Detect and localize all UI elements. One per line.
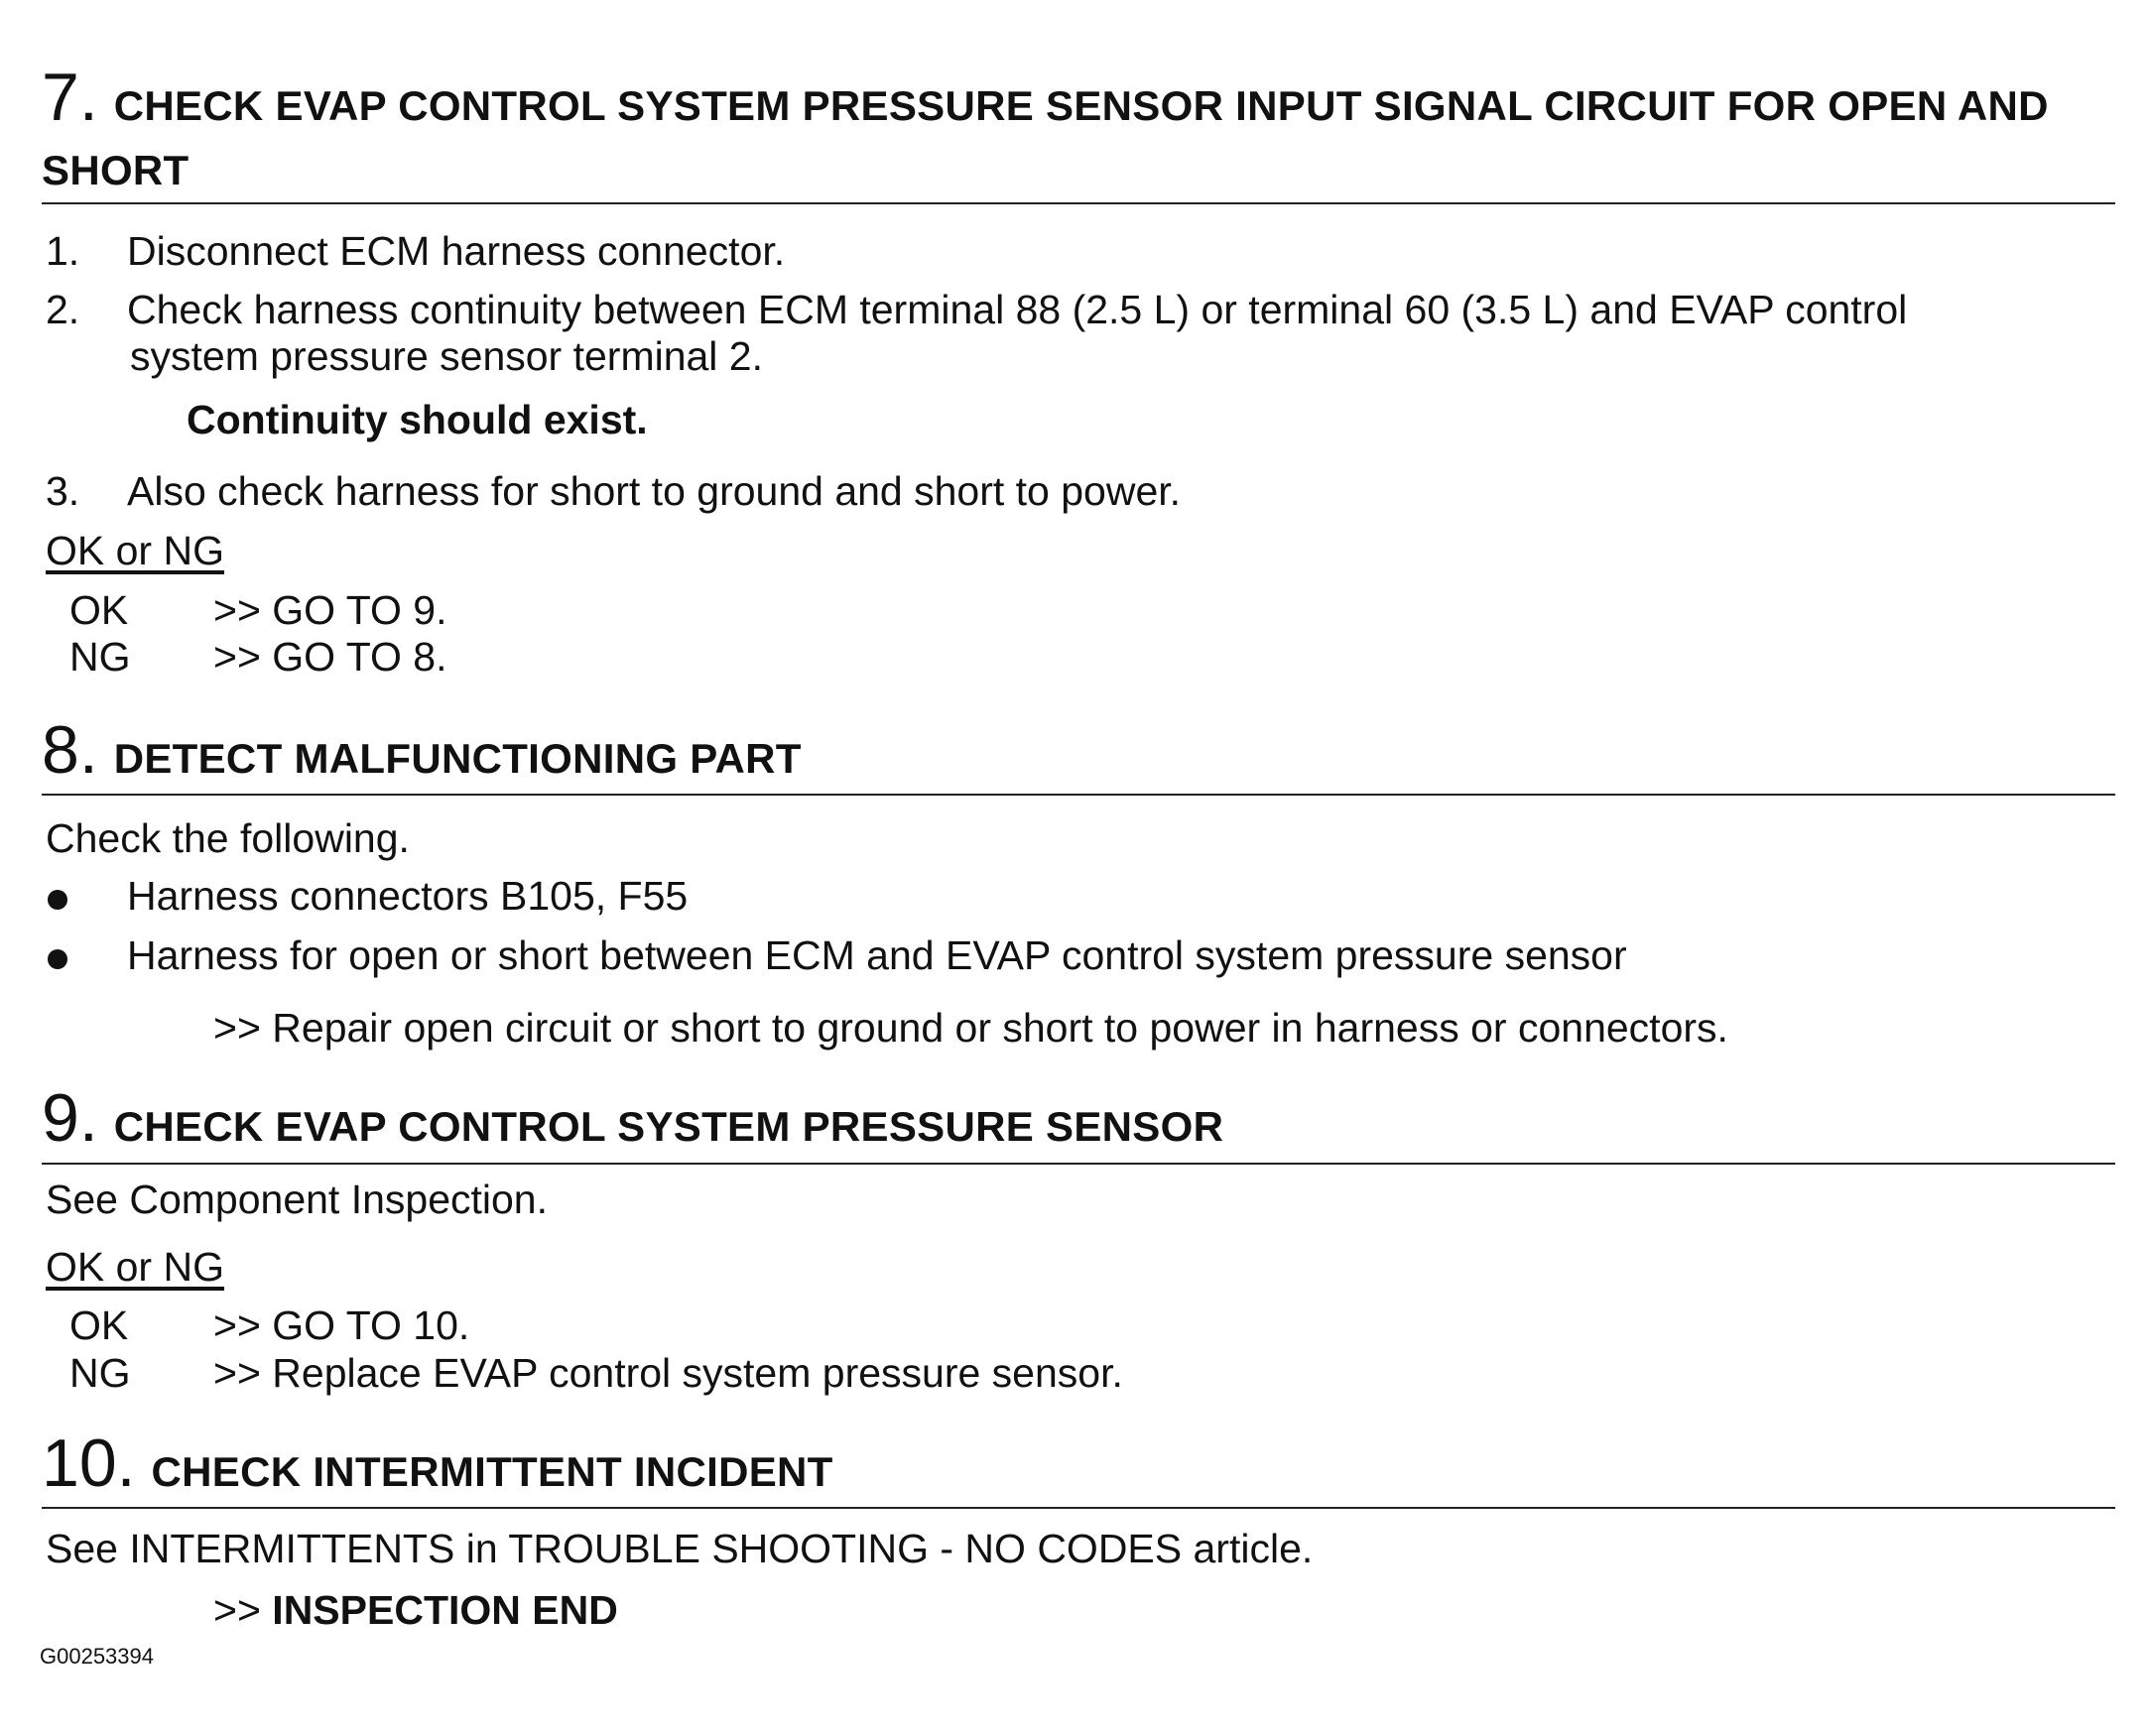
step7-item3-text: Also check harness for short to ground and short to power. (127, 468, 1182, 514)
figure-id: G00253394 (40, 1644, 154, 1669)
step7-item1-number: 1. (46, 228, 80, 274)
step10-end-label: INSPECTION END (272, 1587, 618, 1633)
step8-heading (42, 712, 802, 788)
step7-result-ok-code: OK (69, 587, 129, 633)
step10-end-prefix: >> (213, 1587, 261, 1633)
step8-rule (42, 794, 2115, 796)
step9-result-ok-code: OK (69, 1302, 129, 1348)
step7-heading (42, 60, 2049, 135)
step7-item2-text-line1: Check harness continuity between ECM terminal 88 (2.5 L) or terminal 60 (3.5 L) and EVAP control (127, 287, 1908, 332)
bullet-icon (48, 890, 67, 910)
step7-result-ng-action: >> GO TO 8. (213, 634, 447, 680)
step7-rule (42, 202, 2115, 204)
bullet-icon (48, 949, 67, 969)
step7-item1-text: Disconnect ECM harness connector. (127, 228, 786, 274)
step10-intro: See INTERMITTENTS in TROUBLE SHOOTING - NO CODES article. (46, 1526, 1314, 1571)
step10-rule (42, 1507, 2115, 1509)
step9-ok-ng-label: OK or NG (46, 1244, 224, 1290)
step10-title: CHECK INTERMITTENT INCIDENT (151, 1448, 833, 1495)
step9-heading (42, 1080, 1224, 1156)
step9-intro: See Component Inspection. (46, 1177, 548, 1222)
step8-bullet2: Harness for open or short between ECM and EVAP control system pressure sensor (127, 932, 1627, 978)
step7-item2-number: 2. (46, 287, 80, 332)
step7-number: 7. (42, 60, 98, 135)
step10-number: 10. (42, 1426, 136, 1501)
step9-result-ng-code: NG (69, 1350, 131, 1396)
step8-action: >> Repair open circuit or short to ground or short to power in harness or connectors. (213, 1005, 1728, 1051)
step8-intro: Check the following. (46, 815, 410, 861)
step7-result-ok-action: >> GO TO 9. (213, 587, 447, 633)
step9-result-ok-action: >> GO TO 10. (213, 1302, 470, 1348)
step7-note: Continuity should exist. (187, 397, 648, 442)
step8-bullet1: Harness connectors B105, F55 (127, 873, 689, 919)
step7-item3-number: 3. (46, 468, 80, 514)
step9-result-ng-action: >> Replace EVAP control system pressure sensor. (213, 1350, 1123, 1396)
step10-end (213, 1587, 618, 1634)
step10-heading (42, 1426, 833, 1501)
step9-title: CHECK EVAP CONTROL SYSTEM PRESSURE SENSOR (113, 1103, 1224, 1150)
step9-number: 9. (42, 1080, 98, 1156)
step9-rule (42, 1163, 2115, 1165)
step7-item2-text-line2: system pressure sensor terminal 2. (130, 333, 764, 379)
step7-ok-ng-label: OK or NG (46, 528, 224, 573)
step8-number: 8. (42, 712, 98, 788)
step8-title: DETECT MALFUNCTIONING PART (113, 735, 802, 782)
step7-title-line1: CHECK EVAP CONTROL SYSTEM PRESSURE SENSOR INPUT SIGNAL CIRCUIT FOR OPEN AND (113, 82, 2049, 129)
step7-result-ng-code: NG (69, 634, 131, 680)
step7-title-line2: SHORT (42, 147, 190, 193)
